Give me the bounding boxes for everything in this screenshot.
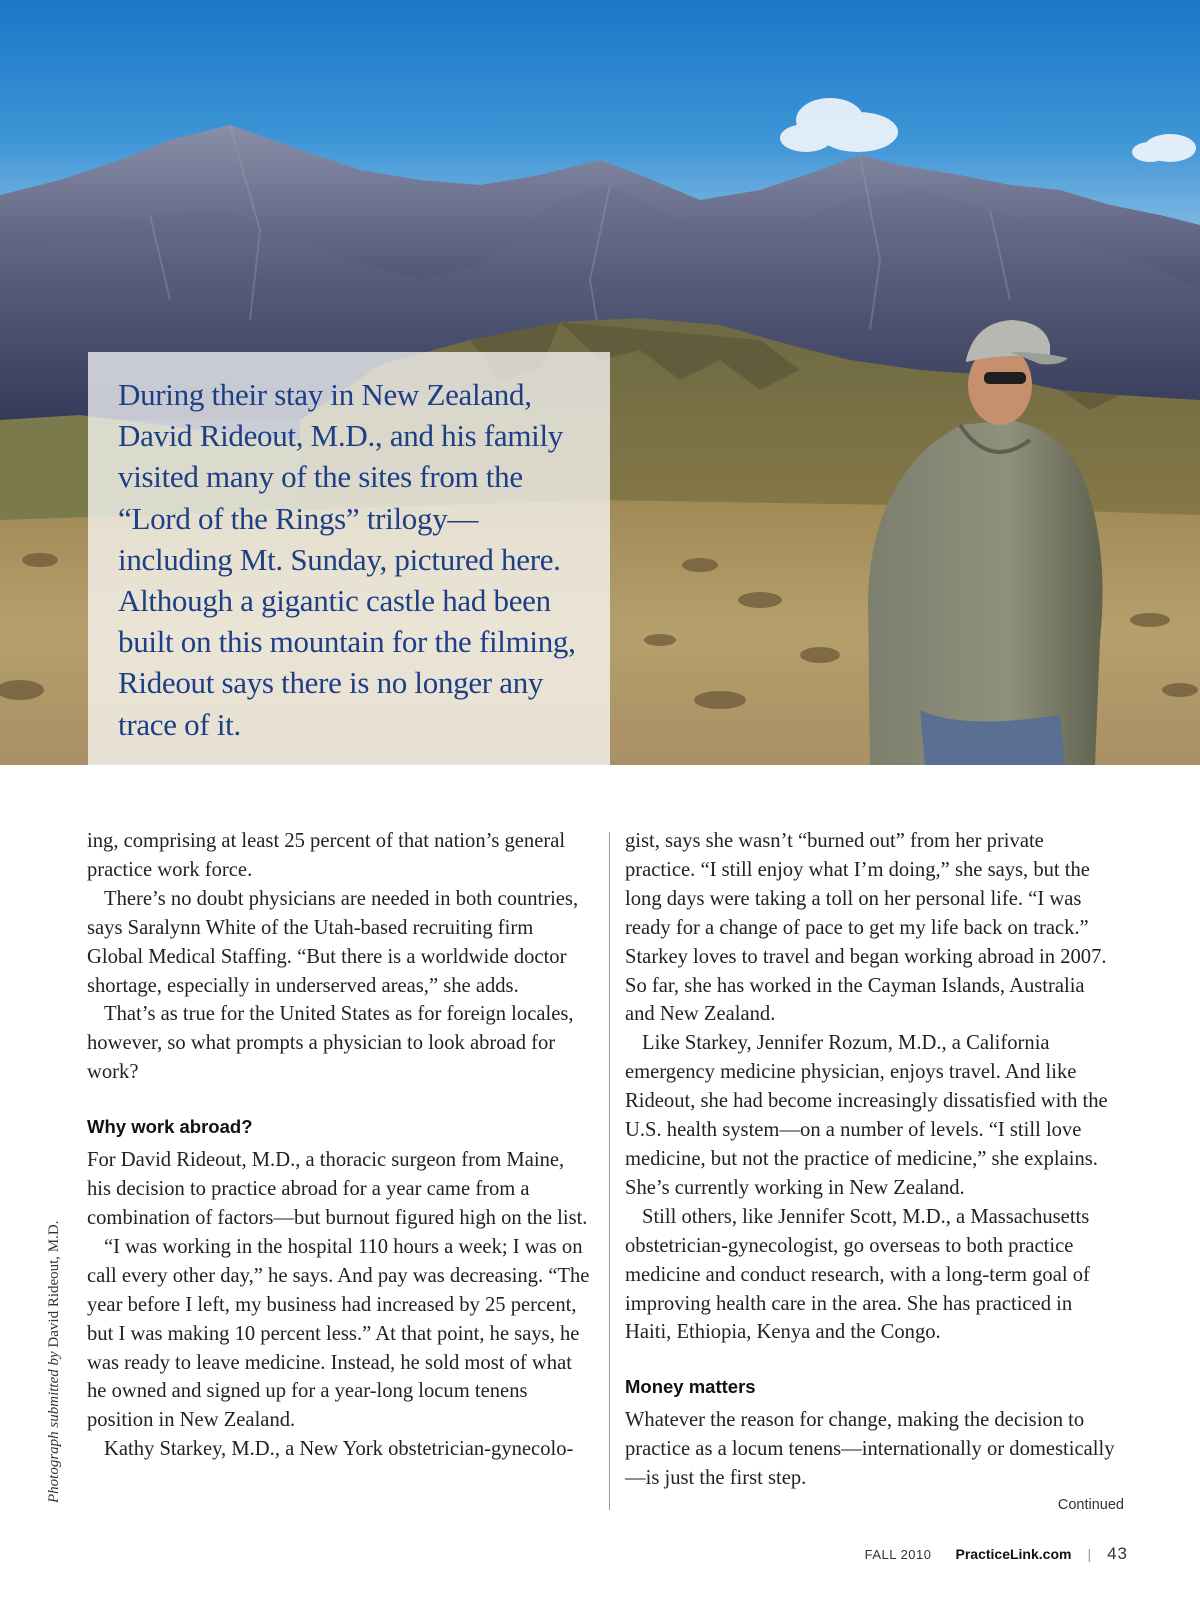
continued-label: Continued	[1057, 1497, 1124, 1513]
article-column-left	[87, 827, 591, 1464]
column-divider	[609, 832, 610, 1510]
page-footer	[865, 1544, 1128, 1564]
photo-caption-box	[88, 352, 610, 765]
section-heading: Why work abroad?	[87, 1116, 253, 1138]
section-heading: Money matters	[625, 1376, 756, 1398]
site-name: PracticeLink.com	[955, 1546, 1072, 1562]
paragraph: There’s no doubt physicians are needed in both countries, says Saralynn White of the Utah-based recruiting firm Global Medical Staffing. “But there is a worldwide doctor shortage, especially in underserved areas,” she adds.	[87, 887, 579, 997]
cloud	[780, 98, 1196, 162]
photo-credit	[46, 1183, 63, 1503]
page-number: 43	[1107, 1544, 1128, 1563]
paragraph: Like Starkey, Jennifer Rozum, M.D., a California emergency medicine physician, enjoys travel. And like Rideout, she had become increasingly dissatisfied with the U.S. health system—on a number of levels. “I still love medicine, but not the practice of medicine,” she explains. She’s currently working in New Zealand.	[625, 1032, 1108, 1199]
photo-caption: During their stay in New Zealand, David Rideout, M.D., and his family visited many of the sites from the “Lord of the Rings” trilogy—including Mt. Sunday, pictured here. Although a gigantic castle had been built on this mountain for the filming, Rideout says there is no longer any trace of it.	[118, 377, 576, 742]
paragraph: Whatever the reason for change, making the decision to practice as a locum tenens—internationally or domestically—is just the first step.	[625, 1409, 1115, 1490]
issue-label: FALL 2010	[864, 1547, 932, 1562]
photo-credit-prefix: Photograph submitted by	[46, 1351, 62, 1503]
paragraph: That’s as true for the United States as for foreign locales, however, so what prompts a physician to look abroad for work?	[87, 1003, 574, 1084]
paragraph: gist, says she wasn’t “burned out” from her private practice. “I still enjoy what I’m doing,” she says, but the long days were taking a toll on her personal life. “I was ready for a change of pace to get my life back on track.” Starkey loves to travel and began working abroad in 2007. So far, she has worked in the Cayman Islands, Australia and New Zealand.	[625, 830, 1107, 1026]
paragraph: Still others, like Jennifer Scott, M.D., a Massachusetts obstetrician-gynecologist, go overseas to both practice medicine and conduct research, with a long-term goal of improving health care in the area. She has practiced in Haiti, Ethiopia, Kenya and the Congo.	[625, 1205, 1090, 1344]
paragraph: “I was working in the hospital 110 hours a week; I was on call every other day,” he says. And pay was decreasing. “The year before I left, my business had increased by 25 percent, but I was making 10 percent less.” At that point, he says, he was ready to leave medicine. Instead, he sold most of what he owned and signed up for a year-long locum tenens position in New Zealand.	[87, 1235, 590, 1432]
article-column-right	[625, 827, 1117, 1493]
paragraph: Kathy Starkey, M.D., a New York obstetrician-gynecolo-	[104, 1438, 574, 1461]
paragraph: ing, comprising at least 25 percent of that nation’s general practice work force.	[87, 830, 566, 881]
footer-separator: |	[1087, 1546, 1092, 1562]
paragraph: For David Rideout, M.D., a thoracic surgeon from Maine, his decision to practice abroad for a year came from a combination of factors—but burnout figured high on the list.	[87, 1149, 588, 1229]
hero-photo	[0, 0, 1200, 765]
photo-credit-name: David Rideout, M.D.	[46, 1220, 62, 1348]
